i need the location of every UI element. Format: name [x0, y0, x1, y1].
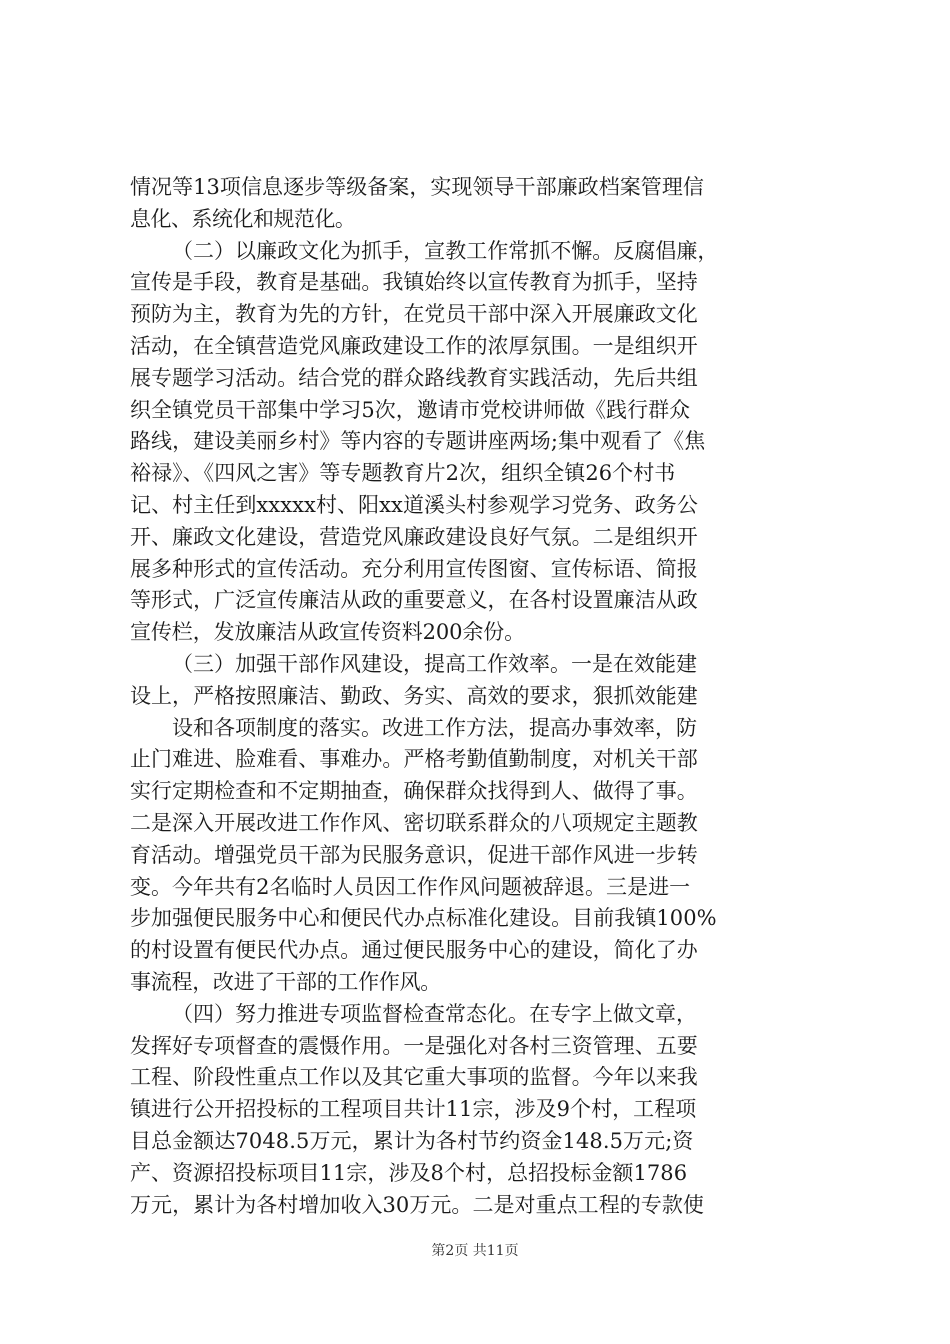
page-footer: 第2页 共11页 [431, 1243, 519, 1259]
text-line: 展专题学习活动。结合党的群众路线教育实践活动，先后共组 [130, 365, 698, 390]
text-line: 发挥好专项督查的震慑作用。一是强化对各村三资管理、五要 [130, 1033, 698, 1058]
text-line: 情况等13项信息逐步等级备案，实现领导干部廉政档案管理信 [130, 175, 704, 199]
text-line: 织全镇党员干部集中学习5次，邀请市党校讲师做《践行群众 [130, 397, 691, 422]
text-line: 记、村主任到xxxxx村、阳xx道溪头村参观学习党务、政务公 [130, 492, 698, 517]
text-line: 路线，建设美丽乡村》等内容的专题讲座两场;集中观看了《焦 [130, 429, 706, 454]
text-line: 宣传是手段，教育是基础。我镇始终以宣传教育为抓手，坚持 [130, 270, 698, 295]
text-line: （二）以廉政文化为抓手，宣教工作常抓不懈。反腐倡廉， [172, 238, 719, 263]
text-line: 的村设置有便民代办点。通过便民服务中心的建设，简化了办 [130, 938, 698, 963]
text-line: 目总金额达7048.5万元，累计为各村节约资金148.5万元;资 [130, 1128, 694, 1153]
text-line: 设和各项制度的落实。改进工作方法，提高办事效率，防 [172, 715, 697, 740]
text-line: 等形式，广泛宣传廉洁从政的重要意义，在各村设置廉洁从政 [130, 588, 698, 613]
text-line: 裕禄》、《四风之害》等专题教育片2次，组织全镇26个村书 [130, 461, 676, 486]
text-line: （四）努力推进专项监督检查常态化。在专字上做文章， [172, 1001, 697, 1026]
text-line: 实行定期检查和不定期抽查，确保群众找得到人、做得了事。 [130, 779, 698, 804]
text-line: 万元，累计为各村增加收入30万元。二是对重点工程的专款使 [130, 1192, 704, 1217]
text-line: 工程、阶段性重点工作以及其它重大事项的监督。今年以来我 [130, 1065, 698, 1090]
text-line: 二是深入开展改进工作作风、密切联系群众的八项规定主题教 [130, 810, 698, 835]
text-line: 宣传栏，发放廉洁从政宣传资料200余份。 [130, 620, 526, 645]
text-line: 预防为主，教育为先的方针，在党员干部中深入开展廉政文化 [130, 302, 698, 327]
text-line: 展多种形式的宣传活动。充分利用宣传图窗、宣传标语、简报 [130, 556, 698, 581]
document-body [130, 172, 830, 1221]
text-line: 息化、系统化和规范化。 [130, 206, 356, 231]
text-line: （三）加强干部作风建设，提高工作效率。一是在效能建 [172, 651, 697, 676]
text-line: 步加强便民服务中心和便民代办点标准化建设。目前我镇100% [130, 906, 717, 931]
text-line: 活动，在全镇营造党风廉政建设工作的浓厚氛围。一是组织开 [130, 333, 698, 358]
text-line: 变。今年共有2名临时人员因工作作风问题被辞退。三是进一 [130, 874, 691, 899]
text-line: 镇进行公开招投标的工程项目共计11宗，涉及9个村，工程项 [130, 1097, 697, 1122]
text-line: 事流程，改进了干部的工作作风。 [130, 969, 441, 994]
text-line: 止门难进、脸难看、事难办。严格考勤值勤制度，对机关干部 [130, 747, 698, 772]
text-line: 设上，严格按照廉洁、勤政、务实、高效的要求，狠抓效能建 [130, 683, 698, 708]
text-line: 育活动。增强党员干部为民服务意识，促进干部作风进一步转 [130, 842, 698, 867]
text-line: 产、资源招投标项目11宗，涉及8个村，总招投标金额1786 [130, 1160, 688, 1185]
text-line: 开、廉政文化建设，营造党风廉政建设良好气氛。二是组织开 [130, 524, 698, 549]
